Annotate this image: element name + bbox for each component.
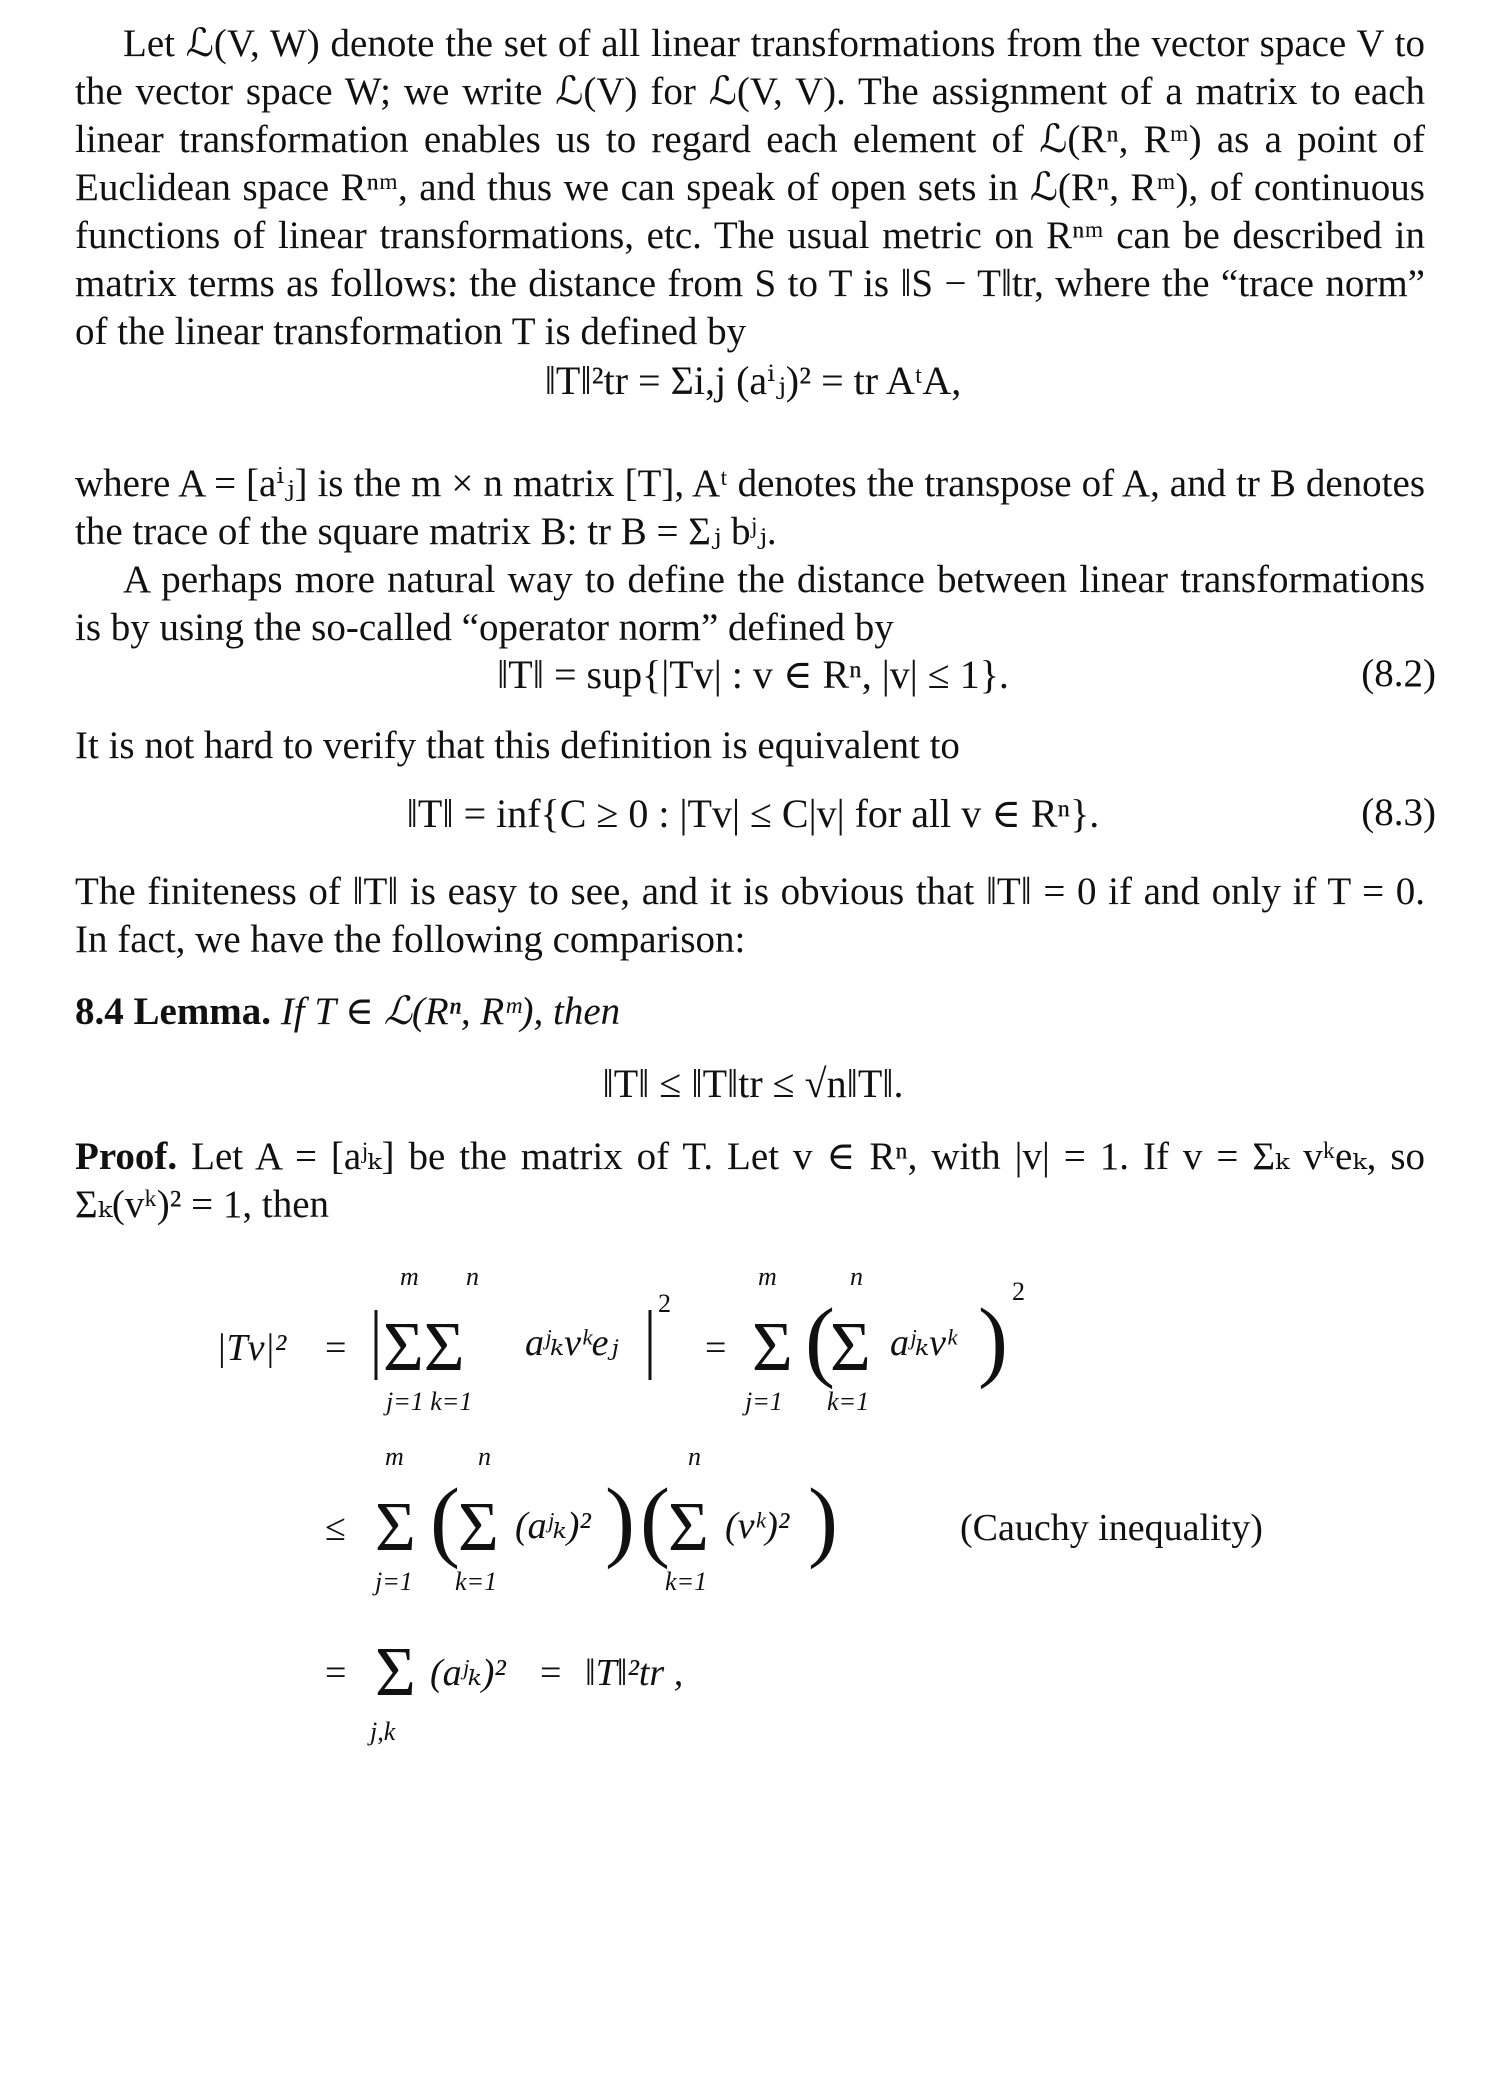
svg-text:m: m (400, 1262, 419, 1291)
svg-text:Σ: Σ (668, 1489, 709, 1566)
svg-text:n: n (850, 1262, 863, 1291)
equation-8-2: ‖T‖ = sup{|Tv| : v ∈ Rⁿ, |v| ≤ 1}. (497, 652, 1009, 697)
svg-text:aʲₖvᵏeⱼ: aʲₖvᵏeⱼ (525, 1322, 619, 1364)
proof-derivation (0, 1240, 1506, 2060)
svg-text:(: ( (430, 1471, 460, 1570)
equation-lemma: ‖T‖ ≤ ‖T‖tr ≤ √n‖T‖. (602, 1061, 904, 1106)
svg-text:m: m (385, 1442, 404, 1471)
svg-text:Σ: Σ (458, 1489, 499, 1566)
equation-number-8-3: (8.3) (1361, 791, 1436, 834)
svg-text:≤: ≤ (325, 1507, 346, 1549)
svg-text:Σ: Σ (375, 1634, 416, 1711)
proof-statement (75, 1133, 1425, 1229)
svg-text:j=1: j=1 (375, 1567, 413, 1596)
svg-text:Σ: Σ (375, 1489, 416, 1566)
svg-text:n: n (466, 1262, 479, 1291)
svg-text:=: = (540, 1652, 562, 1694)
lemma-statement (75, 988, 1425, 1036)
cauchy-note: (Cauchy inequality) (960, 1507, 1263, 1549)
svg-text:=: = (325, 1327, 347, 1369)
svg-text:k=1: k=1 (665, 1567, 708, 1596)
equation-8-3: ‖T‖ = inf{C ≥ 0 : |Tv| ≤ C|v| for all v ∈ Rⁿ}. (406, 791, 1100, 836)
svg-text:ΣΣ: ΣΣ (383, 1309, 465, 1386)
svg-text:(: ( (805, 1291, 835, 1390)
paragraph-finiteness: The finiteness of ‖T‖ is easy to see, and it is obvious that ‖T‖ = 0 if and only if T = 0. In fact, we have the following comparison: (75, 870, 1425, 961)
equation-trace-norm: ‖T‖²tr = Σi,j (aⁱⱼ)² = tr AᵗA, (544, 358, 962, 403)
svg-text:Σ: Σ (830, 1309, 871, 1386)
svg-text:n: n (688, 1442, 701, 1471)
svg-text:j,k: j,k (370, 1717, 396, 1746)
paragraph-trace-definition: where A = [aⁱⱼ] is the m × n matrix [T], Aᵗ denotes the transpose of A, and tr B denotes the trace of the square matrix B: tr B = Σⱼ bʲⱼ. (75, 462, 1425, 553)
svg-text:(aʲₖ)²: (aʲₖ)² (515, 1505, 591, 1547)
paragraph-operator-norm: A perhaps more natural way to define the distance between linear transformations is by using the so-called “operator norm” defined by (75, 558, 1425, 649)
svg-text:=: = (325, 1652, 347, 1694)
lemma-label: 8.4 Lemma. (75, 990, 272, 1033)
proof-text: Let A = [aʲₖ] be the matrix of T. Let v ∈ Rⁿ, with |v| = 1. If v = Σₖ vᵏeₖ, so Σₖ(vᵏ)² = 1, then (75, 1135, 1425, 1226)
svg-text:Σ: Σ (752, 1309, 793, 1386)
svg-text:|Tv|²: |Tv|² (216, 1327, 287, 1369)
svg-text:): ) (605, 1471, 635, 1570)
svg-text:j=1: j=1 (745, 1387, 783, 1416)
svg-text:): ) (808, 1471, 838, 1570)
svg-text:k=1: k=1 (827, 1387, 870, 1416)
svg-text:k=1: k=1 (455, 1567, 498, 1596)
svg-text:): ) (978, 1291, 1008, 1390)
svg-text:n: n (478, 1442, 491, 1471)
svg-text:(: ( (640, 1471, 670, 1570)
equation-number-8-2: (8.2) (1361, 652, 1436, 695)
proof-label: Proof. (75, 1135, 178, 1178)
svg-text:2: 2 (1012, 1277, 1025, 1306)
svg-text:‖T‖²tr ,: ‖T‖²tr , (585, 1652, 684, 1694)
paragraph-trace-norm: Let ℒ(V, W) denote the set of all linear transformations from the vector space V to the vector space W; we write ℒ(V) for ℒ(V, V). The assignment of a matrix to each linear transformation enables us to regard each element of ℒ(Rⁿ, Rᵐ) as a point of Euclidean space Rⁿᵐ, and thus we can speak of open sets in ℒ(Rⁿ, Rᵐ), of continuous functions of linear transformations, etc. The usual metric on Rⁿᵐ can be described in matrix terms as follows: the distance from S to T is ‖S − T‖tr, where the “trace norm” of the linear transformation T is defined by (75, 22, 1425, 353)
svg-text:(vᵏ)²: (vᵏ)² (725, 1505, 790, 1547)
paragraph-equivalent: It is not hard to verify that this definition is equivalent to (75, 724, 960, 767)
svg-text:2: 2 (658, 1289, 671, 1318)
svg-text:=: = (705, 1327, 727, 1369)
lemma-text: If T ∈ ℒ(Rⁿ, Rᵐ), then (280, 990, 621, 1033)
svg-text:aʲₖvᵏ: aʲₖvᵏ (890, 1322, 957, 1364)
svg-text:j=1 k=1: j=1 k=1 (386, 1387, 473, 1416)
svg-text:(aʲₖ)²: (aʲₖ)² (430, 1652, 506, 1694)
svg-text:m: m (758, 1262, 777, 1291)
